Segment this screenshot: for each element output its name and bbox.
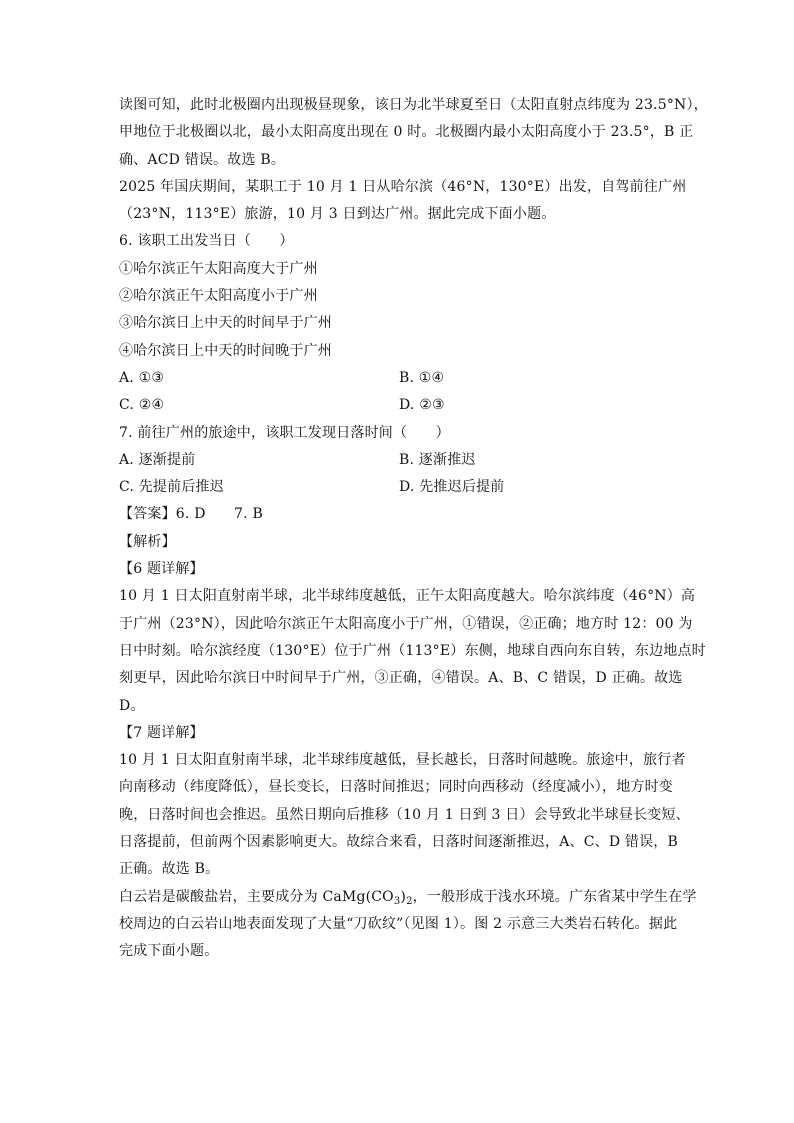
text-line: 读图可知，此时北极圈内出现极昼现象，该日为北半球夏至日（太阳直射点纬度为 23.5°N）， — [119, 97, 708, 113]
text-line: 甲地位于北极圈以北，最小太阳高度出现在 0 时。北极圈内最小太阳高度小于 23.5°，B 正 — [119, 124, 694, 141]
options-row — [119, 474, 679, 501]
text-line: 10 月 1 日太阳直射南半球，北半球纬度越低，正午太阳高度越大。哈尔滨纬度（46°N）高 — [119, 588, 696, 605]
subscript: 2 — [406, 895, 413, 907]
material-passage-2 — [119, 884, 697, 966]
statement-item: ④哈尔滨日上中天的时间晚于广州 — [119, 342, 332, 359]
text-line: 2025 年国庆期间，某职工于 10 月 1 日从哈尔滨（46°N，130°E）出发，自驾前往广州 — [119, 178, 687, 195]
question-stem: 6. 该职工出发当日（ ） — [119, 233, 294, 250]
text-fragment: ，一般形成于浅水环境。广东省某中学生在学 — [412, 888, 697, 905]
statement-item: ③哈尔滨日上中天的时间早于广州 — [119, 315, 332, 332]
text-line: （23°N，113°E）旅游，10 月 3 日到达广州。据此完成下面小题。 — [119, 206, 556, 223]
text-line: 向南移动（纬度降低），昼长变长，日落时间推迟；同时向西移动（经度减小），地方时变 — [119, 779, 673, 796]
statement-item: ②哈尔滨正午太阳高度小于广州 — [119, 288, 318, 305]
text-line: 完成下面小题。 — [119, 943, 219, 960]
option-d: D. 先推迟后提前 — [399, 479, 505, 496]
text-line: 校周边的白云岩山地表面发现了大量“刀砍纹”（见图 1）。图 2 示意三大类岩石转化。据此 — [119, 915, 678, 932]
subscript: 3 — [393, 895, 401, 907]
text-line: 确、ACD 错误。故选 B。 — [119, 151, 286, 168]
material-passage — [119, 174, 687, 229]
analysis-heading: 【解析】 — [119, 533, 176, 550]
detail-heading: 【6 题详解】 — [119, 561, 204, 578]
option-b: B. 逐渐推迟 — [399, 451, 476, 468]
text-line: 刻更早，因此哈尔滨日中时间早于广州，③正确，④错误。A、B、C 错误，D 正确。故选 — [119, 670, 683, 687]
text-fragment: 白云岩是碳酸盐岩，主要成分为 CaMg(CO — [119, 888, 394, 905]
options-row — [119, 365, 679, 392]
options-row — [119, 447, 679, 474]
question-7 — [119, 420, 679, 502]
detail-7 — [119, 720, 690, 884]
text-line: 日落提前，但前两个因素影响更大。故综合来看，日落时间逐渐推迟，A、C、D 错误，B — [119, 834, 678, 851]
option-c: C. ②④ — [119, 397, 165, 414]
text-line: 10 月 1 日太阳直射南半球，北半球纬度越低，昼长越长，日落时间越晚。旅途中，旅行者 — [119, 752, 686, 769]
option-d: D. ②③ — [399, 397, 445, 414]
text-line: 晚，日落时间也会推迟。虽然日期向后推移（10 月 1 日到 3 日）会导致北半球昼长变短、 — [119, 806, 690, 823]
text-line: D。 — [119, 697, 145, 714]
previous-explanation — [119, 92, 708, 174]
text-line: 正确。故选 B。 — [119, 861, 220, 878]
statement-item: ①哈尔滨正午太阳高度大于广州 — [119, 260, 318, 277]
option-b: B. ①④ — [399, 369, 445, 386]
text-line: 日中时刻。哈尔滨经度（130°E）位于广州（113°E）东侧，地球自西向东自转，东边地点时 — [119, 642, 706, 659]
answer-line: 【答案】6. D 7. B — [119, 506, 263, 523]
question-stem: 7. 前往广州的旅途中，该职工发现日落时间（ ） — [119, 424, 450, 441]
detail-6 — [119, 556, 706, 720]
text-line — [119, 884, 697, 911]
text-fragment: ) — [400, 888, 407, 905]
detail-heading: 【7 题详解】 — [119, 724, 204, 741]
question-6 — [119, 228, 679, 419]
option-a: A. ①③ — [119, 369, 165, 386]
option-a: A. 逐渐提前 — [119, 451, 196, 468]
document-page — [119, 92, 708, 966]
text-line: 于广州（23°N），因此哈尔滨正午太阳高度小于广州，①错误，②正确；地方时 12：00 为 — [119, 615, 693, 632]
option-c: C. 先提前后推迟 — [119, 479, 224, 496]
options-row — [119, 392, 679, 419]
